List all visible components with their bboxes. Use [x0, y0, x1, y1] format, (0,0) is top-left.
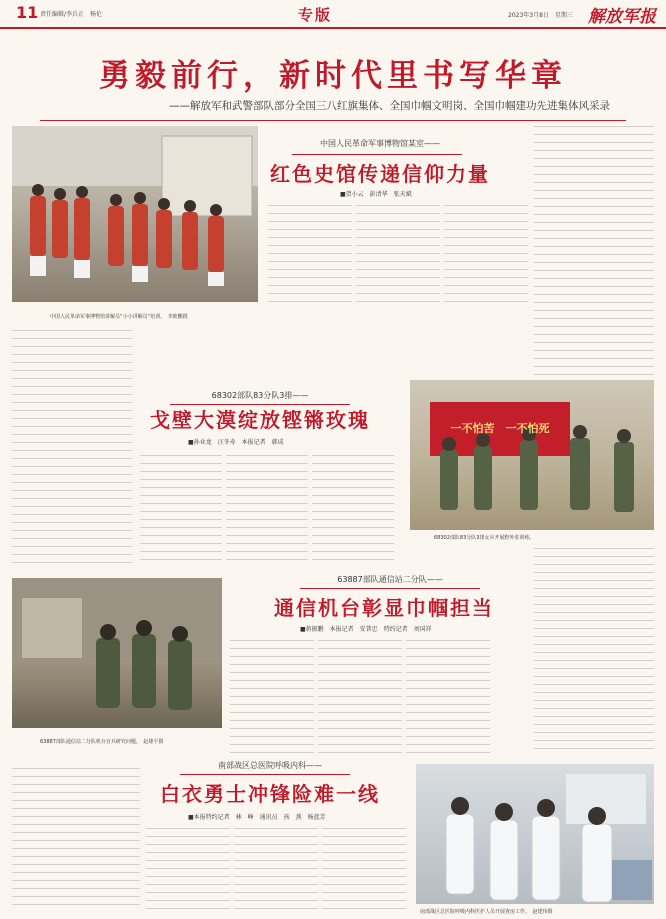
editor-credit: 责任编辑/李兵正 杨伦	[40, 11, 103, 18]
article-body-1-col1	[268, 205, 352, 305]
article-body-3-col3	[406, 640, 490, 755]
article-body-2-col1	[12, 330, 132, 565]
newspaper-logo: 解放军报	[588, 7, 656, 27]
section-name: 专版	[298, 6, 333, 24]
article-body-4-col4	[322, 828, 406, 910]
page-number: 11	[16, 3, 39, 22]
photo-caption-1: 中国人民革命军事博物馆讲解员“小小讲解员”培训。 李欧鹏摄	[50, 314, 188, 320]
photo-museum-tour	[12, 126, 258, 302]
article-body-3-col1	[230, 640, 314, 755]
article-body-1-col2	[356, 205, 440, 305]
article-kicker-4: 南部战区总医院呼吸内科——	[218, 761, 322, 770]
article-body-3-col2	[318, 640, 402, 755]
station-photo-graphic	[12, 578, 222, 728]
kicker-rule-3	[300, 588, 480, 589]
article-body-1-col3	[444, 205, 528, 305]
article-title-2: 戈壁大漠绽放铿锵玫瑰	[150, 408, 370, 432]
museum-photo-graphic	[12, 126, 258, 302]
photo-hospital-rounds	[416, 764, 654, 904]
photo-desert-training	[410, 380, 654, 530]
desert-photo-graphic	[410, 380, 654, 530]
article-body-4-col2	[146, 828, 230, 910]
article-body-2-col3	[226, 455, 308, 565]
photo-caption-4: 南部战区总医院呼吸内科医护人员开展查房工作。 赵建伟摄	[420, 909, 553, 915]
kicker-rule-1	[292, 154, 462, 155]
photo-communication-station	[12, 578, 222, 728]
article-body-2-col2	[140, 455, 222, 565]
page-subtitle: ——解放军和武警部队部分全国三八红旗集体、全国巾帼文明岗、全国巾帼建功先进集体风采录	[169, 100, 610, 112]
header-rule	[40, 120, 626, 121]
article-body-4-col1	[12, 768, 140, 908]
article-byline-1: ■贺小云 彭清华 张天斌	[340, 191, 412, 198]
banner-slogan: 一不怕苦 一不怕死	[450, 422, 550, 435]
article-body-4-col3	[234, 828, 318, 910]
photo-caption-3: 63887部队通信站二分队机台官兵研究问题。 赵雄平摄	[40, 739, 164, 745]
hospital-photo-graphic	[416, 764, 654, 904]
article-title-3: 通信机台彰显巾帼担当	[274, 596, 494, 620]
kicker-rule-4	[180, 774, 350, 775]
article-body-3-col4	[534, 548, 654, 753]
article-kicker-1: 中国人民革命军事博物馆某室——	[320, 139, 440, 148]
page-title: 勇毅前行，新时代里书写华章	[99, 58, 567, 94]
article-body-2-col4	[312, 455, 394, 565]
article-kicker-2: 68302部队83分队3排——	[211, 391, 309, 400]
article-byline-2: ■孙业龙 汪冬寿 本报记者 韩成	[188, 439, 284, 446]
page-header	[0, 0, 666, 29]
article-title-4: 白衣勇士冲锋险难一线	[160, 782, 380, 806]
photo-caption-2: 68302部队83分队3排女兵开展野外驻训练。	[434, 535, 535, 541]
article-byline-3: ■蒋振鹏 本报记者 安普忠 特约记者 刘国祥	[300, 626, 432, 633]
article-byline-4: ■本报特约记者 林 峥 通讯员 孩 燕 杨蓝芳	[188, 814, 326, 821]
article-kicker-3: 63887部队通信站二分队——	[337, 575, 443, 584]
issue-date: 2023年3月8日 星期三	[508, 12, 573, 19]
article-title-1: 红色史馆传递信仰力量	[270, 162, 490, 186]
